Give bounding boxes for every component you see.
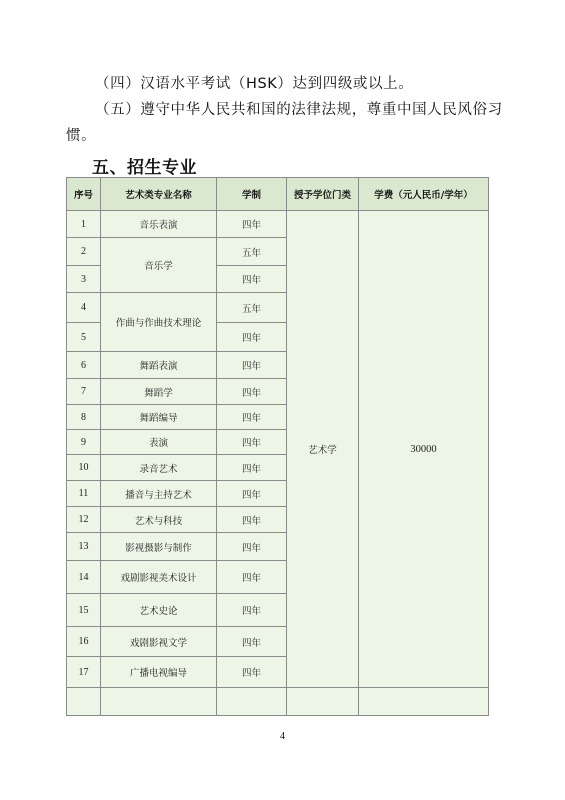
table-row [67,211,489,238]
duration: 四年 [217,533,287,561]
duration: 四年 [217,379,287,405]
empty-cell [67,688,101,716]
major-name: 广播电视编导 [101,657,217,688]
major-name: 戏剧影视文学 [101,627,217,657]
degree-category: 艺术学 [287,211,359,688]
duration: 四年 [217,405,287,430]
major-name: 艺术史论 [101,594,217,627]
paragraph-law-compliance: （五）遵守中华人民共和国的法律法规，尊重中国人民风俗习惯。 [66,102,503,144]
empty-cell [287,688,359,716]
header-major-name: 艺术类专业名称 [101,178,217,211]
row-number: 14 [67,561,101,594]
major-name: 舞蹈表演 [101,352,217,379]
row-number: 2 [67,238,101,266]
major-name: 作曲与作曲技术理论 [101,293,217,352]
duration: 四年 [217,323,287,352]
empty-cell [359,688,489,716]
major-name: 播音与主持艺术 [101,481,217,507]
majors-table [66,177,489,716]
duration: 四年 [217,455,287,481]
header-serial: 序号 [67,178,101,211]
major-name: 舞蹈编导 [101,405,217,430]
row-number: 12 [67,507,101,533]
header-tuition: 学费（元人民币/学年） [359,178,489,211]
major-name: 录音艺术 [101,455,217,481]
duration: 四年 [217,657,287,688]
header-degree: 授予学位门类 [287,178,359,211]
row-number: 5 [67,323,101,352]
table-empty-row [67,688,489,716]
paragraph-hsk-requirement: （四）汉语水平考试（HSK）达到四级或以上。 [95,76,414,92]
major-name: 艺术与科技 [101,507,217,533]
duration: 五年 [217,238,287,266]
duration: 四年 [217,481,287,507]
row-number: 8 [67,405,101,430]
major-name: 表演 [101,430,217,455]
major-name: 戏剧影视美术设计 [101,561,217,594]
duration: 四年 [217,594,287,627]
tuition-fee: 30000 [359,211,489,688]
duration: 五年 [217,293,287,323]
page-number: 4 [280,731,285,742]
major-name: 影视摄影与制作 [101,533,217,561]
header-duration: 学制 [217,178,287,211]
duration: 四年 [217,561,287,594]
major-name: 音乐表演 [101,211,217,238]
section-heading: 五、招生专业 [92,158,197,178]
row-number: 15 [67,594,101,627]
major-name: 音乐学 [101,238,217,293]
row-number: 3 [67,266,101,293]
duration: 四年 [217,627,287,657]
duration: 四年 [217,266,287,293]
row-number: 17 [67,657,101,688]
duration: 四年 [217,352,287,379]
table-header-row [67,178,489,211]
row-number: 7 [67,379,101,405]
row-number: 16 [67,627,101,657]
row-number: 13 [67,533,101,561]
duration: 四年 [217,211,287,238]
empty-cell [101,688,217,716]
row-number: 6 [67,352,101,379]
duration: 四年 [217,507,287,533]
duration: 四年 [217,430,287,455]
row-number: 4 [67,293,101,323]
row-number: 1 [67,211,101,238]
row-number: 10 [67,455,101,481]
empty-cell [217,688,287,716]
row-number: 9 [67,430,101,455]
major-name: 舞蹈学 [101,379,217,405]
row-number: 11 [67,481,101,507]
